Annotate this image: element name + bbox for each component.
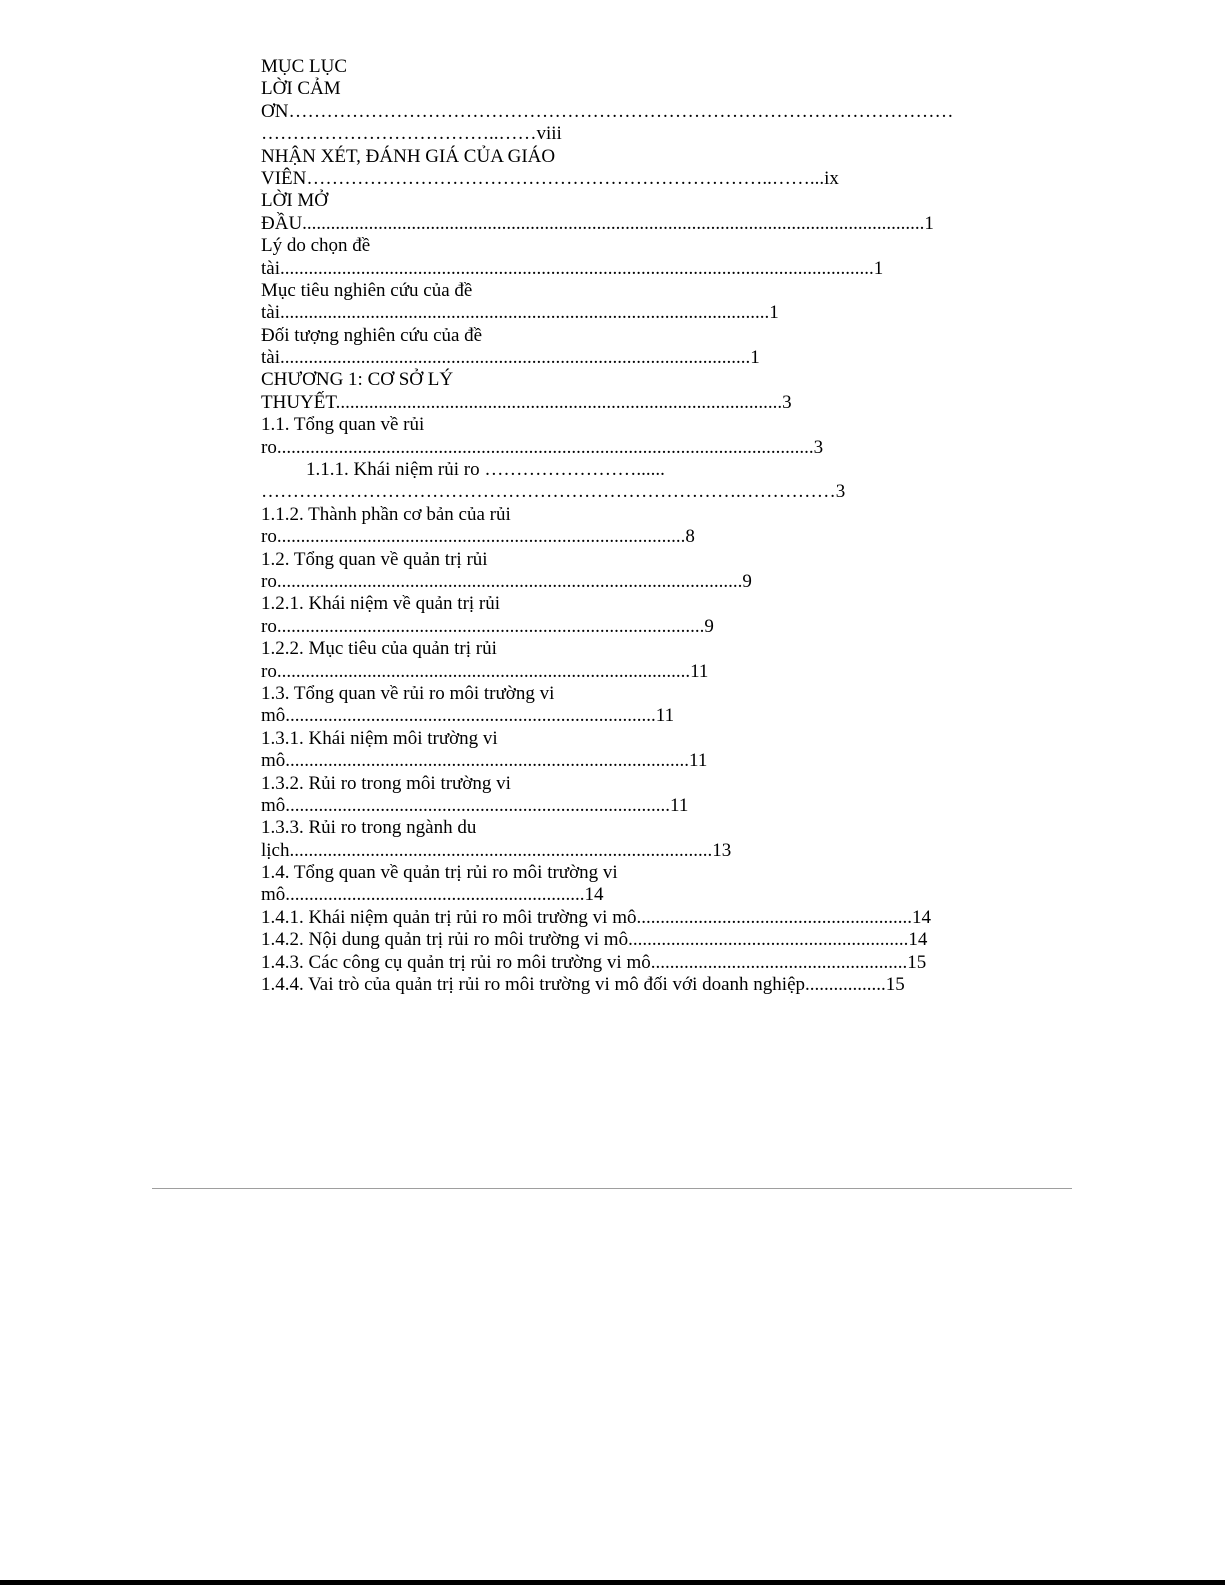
toc-line: ĐẦU...................................................................................................................................1 — [261, 212, 934, 234]
toc-line: ro..........................................................................................9 — [261, 615, 714, 637]
toc-line: 1.3.1. Khái niệm môi trường vi — [261, 727, 498, 749]
toc-line: 1.3.2. Rủi ro trong môi trường vi — [261, 772, 511, 794]
toc-line: 1.3.3. Rủi ro trong ngành du — [261, 817, 477, 839]
toc-line: ro.......................................................................................11 — [261, 660, 709, 682]
toc-line: 1.1.1. Khái niệm rủi ro ……………………...... — [306, 459, 665, 481]
toc-line: 1.2.1. Khái niệm về quản trị rủi — [261, 593, 501, 615]
toc-line: 1.4.2. Nội dung quản trị rủi ro môi trường vi mô...........................................................14 — [261, 929, 928, 951]
toc-line: tài.......................................................................................................1 — [261, 302, 779, 324]
page-divider — [152, 1188, 1072, 1189]
toc-line: ro......................................................................................8 — [261, 526, 695, 548]
bottom-edge-bar — [0, 1580, 1225, 1585]
toc-line: 1.4.1. Khái niệm quản trị rủi ro môi trường vi mô..........................................................14 — [261, 906, 931, 928]
toc-line: ………………………………………………………………….……………3 — [261, 481, 846, 503]
toc-line: 1.3. Tổng quan về rủi ro môi trường vi — [261, 682, 555, 704]
toc-line: CHƯƠNG 1: CƠ SỞ LÝ — [261, 369, 454, 391]
toc-line: tài...................................................................................................1 — [261, 347, 760, 369]
toc-line: ………………………………..……viii — [261, 123, 562, 145]
toc-line: LỜI CẢM — [261, 78, 341, 100]
toc-title: MỤC LỤC — [261, 56, 348, 77]
toc-line: NHẬN XÉT, ĐÁNH GIÁ CỦA GIÁO — [261, 145, 556, 167]
toc-line: Lý do chọn đề — [261, 235, 371, 257]
toc-line: mô..............................................................................11 — [261, 705, 675, 727]
toc-line: ƠN…………………………………………………………………………………………… — [261, 100, 954, 122]
toc-line: mô.....................................................................................11 — [261, 750, 708, 772]
toc-line: 1.4.3. Các công cụ quản trị rủi ro môi trường vi mô......................................................15 — [261, 951, 927, 973]
toc-line: 1.4. Tổng quan về quản trị rủi ro môi trường vi — [261, 862, 618, 884]
toc-line: lịch.........................................................................................13 — [261, 839, 732, 861]
toc-line: 1.1. Tổng quan về rủi — [261, 414, 425, 436]
toc-line: mô.................................................................................11 — [261, 794, 689, 816]
toc-line: 1.2.2. Mục tiêu của quản trị rủi — [261, 638, 497, 660]
toc-line: 1.1.2. Thành phần cơ bản của rủi — [261, 503, 511, 525]
toc-line: mô...............................................................14 — [261, 884, 604, 906]
toc-line: ro.................................................................................................................3 — [261, 436, 824, 458]
toc-line: 1.2. Tổng quan về quản trị rủi — [261, 548, 488, 570]
toc-line: THUYẾT..............................................................................................3 — [261, 391, 792, 413]
toc-line: Mục tiêu nghiên cứu của đề — [261, 279, 473, 301]
toc-line: Đối tượng nghiên cứu của đề — [261, 324, 483, 346]
toc-line: LỜI MỞ — [261, 190, 329, 212]
toc-line: VIÊN………………………………………………………………..……...ix — [261, 167, 839, 189]
toc-line: 1.4.4. Vai trò của quản trị rủi ro môi trường vi mô đối với doanh nghiệp.................15 — [261, 974, 905, 996]
toc-line: tài.............................................................................................................................1 — [261, 257, 884, 279]
table-of-contents — [261, 56, 961, 996]
toc-line: ro..................................................................................................9 — [261, 570, 752, 592]
